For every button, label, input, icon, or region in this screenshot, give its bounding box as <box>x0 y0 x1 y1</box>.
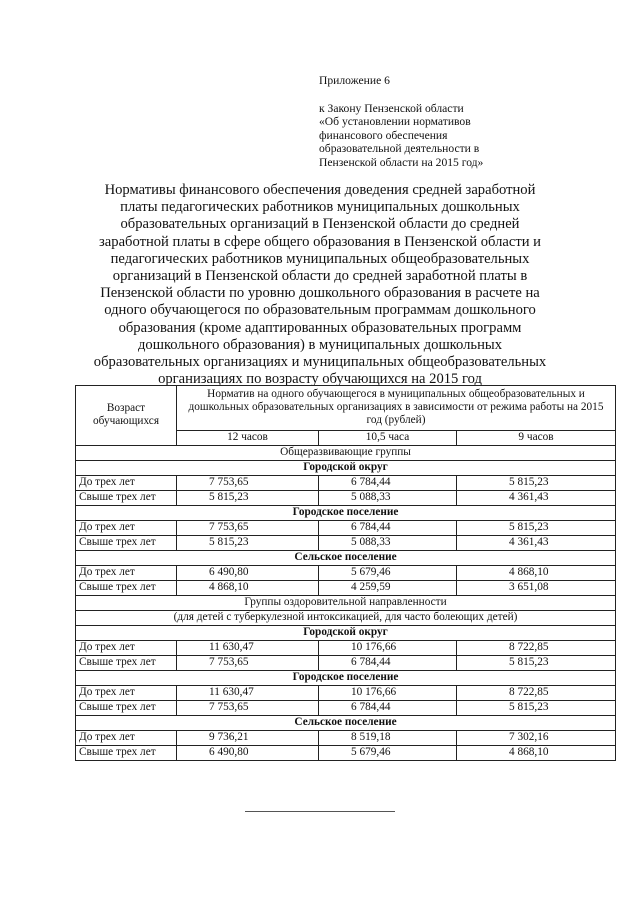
value-cell: 8 519,18 <box>319 730 457 745</box>
subsection-row <box>76 505 616 520</box>
norm-header: Норматив на одного обучающегося в муниципальных общеобразовательных и дошкольных образовательных организациях в зависимости от режима работы на 2015 год (рублей) <box>177 386 616 431</box>
age-cell: До трех лет <box>76 730 177 745</box>
value-cell: 5 679,46 <box>319 745 457 760</box>
age-header: Возраст обучающихся <box>76 386 177 446</box>
subsection-row <box>76 715 616 730</box>
title-line: образовательных организациях и муниципальных общеобразовательных <box>93 354 547 371</box>
value-cell: 8 722,85 <box>457 685 616 700</box>
value-cell: 7 753,65 <box>177 700 319 715</box>
table-row <box>76 730 616 745</box>
value-cell: 5 088,33 <box>319 490 457 505</box>
subsection-row <box>76 625 616 640</box>
subsection-title: Сельское поселение <box>76 715 616 730</box>
appendix-line: образовательной деятельности в <box>319 142 480 156</box>
value-cell: 5 679,46 <box>319 565 457 580</box>
title-line: одного обучающегося по образовательным программам дошкольного <box>104 302 536 319</box>
appendix-line: к Закону Пензенской области <box>319 101 464 115</box>
value-cell: 8 722,85 <box>457 640 616 655</box>
table-row <box>76 535 616 550</box>
section-title: Группы оздоровительной направленности <box>76 595 616 610</box>
value-cell: 10 176,66 <box>319 685 457 700</box>
value-cell: 4 868,10 <box>457 745 616 760</box>
value-cell: 5 815,23 <box>457 700 616 715</box>
value-cell: 5 088,33 <box>319 535 457 550</box>
table-row <box>76 640 616 655</box>
value-cell: 5 815,23 <box>457 520 616 535</box>
section-row <box>76 445 616 460</box>
table-row <box>76 700 616 715</box>
value-cell: 6 490,80 <box>177 745 319 760</box>
value-cell: 4 868,10 <box>457 565 616 580</box>
appendix-line: финансового обеспечения <box>319 128 448 142</box>
title-line: образования (кроме адаптированных образовательных программ <box>118 319 522 336</box>
table-row <box>76 565 616 580</box>
value-cell: 6 784,44 <box>319 700 457 715</box>
age-cell: До трех лет <box>76 565 177 580</box>
section-subtitle: (для детей с туберкулезной интоксикацией, для часто болеющих детей) <box>76 610 616 625</box>
footer-divider <box>245 811 395 812</box>
value-cell: 5 815,23 <box>177 535 319 550</box>
value-cell: 5 815,23 <box>177 490 319 505</box>
value-cell: 4 868,10 <box>177 580 319 595</box>
section-row <box>76 595 616 610</box>
title-line: заработной платы в сфере общего образования в Пензенской области и <box>99 233 541 250</box>
subsection-row <box>76 550 616 565</box>
subsection-title: Городской округ <box>76 625 616 640</box>
title-line: Пензенской области по уровню дошкольного образования в расчете на <box>100 285 540 302</box>
subsection-title: Городское поселение <box>76 505 616 520</box>
title-line: Нормативы финансового обеспечения доведения средней заработной <box>104 182 536 198</box>
title-line: организаций в Пензенской области до средней заработной платы в <box>112 268 528 285</box>
title-line: образовательных организаций в Пензенской области до средней <box>120 216 520 233</box>
subsection-title: Городское поселение <box>76 670 616 685</box>
age-cell: До трех лет <box>76 475 177 490</box>
value-cell: 9 736,21 <box>177 730 319 745</box>
value-cell: 7 753,65 <box>177 475 319 490</box>
appendix-line: Пензенской области на 2015 год» <box>319 155 484 169</box>
subsection-row <box>76 460 616 475</box>
value-cell: 3 651,08 <box>457 580 616 595</box>
table-row <box>76 520 616 535</box>
value-cell: 5 815,23 <box>457 655 616 670</box>
age-cell: Свыше трех лет <box>76 655 177 670</box>
table-row <box>76 745 616 760</box>
value-cell: 6 784,44 <box>319 655 457 670</box>
age-cell: Свыше трех лет <box>76 490 177 505</box>
age-cell: До трех лет <box>76 685 177 700</box>
hours-header: 9 часов <box>457 430 616 445</box>
appendix-line: «Об установлении нормативов <box>319 115 471 129</box>
title-line: педагогических работников муниципальных общеобразовательных <box>110 250 530 267</box>
normatives-table <box>75 385 616 761</box>
age-cell: Свыше трех лет <box>76 580 177 595</box>
value-cell: 4 361,43 <box>457 490 616 505</box>
section-row <box>76 610 616 625</box>
appendix-note <box>319 74 619 170</box>
table-row <box>76 685 616 700</box>
subsection-title: Городской округ <box>76 460 616 475</box>
table-row <box>76 475 616 490</box>
value-cell: 6 784,44 <box>319 520 457 535</box>
value-cell: 5 815,23 <box>457 475 616 490</box>
age-cell: До трех лет <box>76 640 177 655</box>
title-line: дошкольного образования) в муниципальных дошкольных <box>137 336 502 353</box>
value-cell: 7 302,16 <box>457 730 616 745</box>
value-cell: 6 784,44 <box>319 475 457 490</box>
appendix-label: Приложение 6 <box>319 74 390 87</box>
subsection-title: Сельское поселение <box>76 550 616 565</box>
value-cell: 7 753,65 <box>177 655 319 670</box>
value-cell: 10 176,66 <box>319 640 457 655</box>
title-line: организациях по возрасту обучающихся на 2015 год <box>158 371 482 388</box>
value-cell: 7 753,65 <box>177 520 319 535</box>
age-cell: До трех лет <box>76 520 177 535</box>
age-cell: Свыше трех лет <box>76 535 177 550</box>
value-cell: 4 259,59 <box>319 580 457 595</box>
document-title <box>60 182 580 388</box>
table-row <box>76 580 616 595</box>
table-row <box>76 490 616 505</box>
hours-header: 10,5 часа <box>319 430 457 445</box>
table-body <box>76 445 616 760</box>
age-cell: Свыше трех лет <box>76 700 177 715</box>
value-cell: 11 630,47 <box>177 640 319 655</box>
value-cell: 11 630,47 <box>177 685 319 700</box>
value-cell: 4 361,43 <box>457 535 616 550</box>
hours-header: 12 часов <box>177 430 319 445</box>
title-line: платы педагогических работников муниципальных дошкольных <box>120 199 520 216</box>
age-cell: Свыше трех лет <box>76 745 177 760</box>
section-title: Общеразвивающие группы <box>76 445 616 460</box>
subsection-row <box>76 670 616 685</box>
value-cell: 6 490,80 <box>177 565 319 580</box>
table-row <box>76 655 616 670</box>
